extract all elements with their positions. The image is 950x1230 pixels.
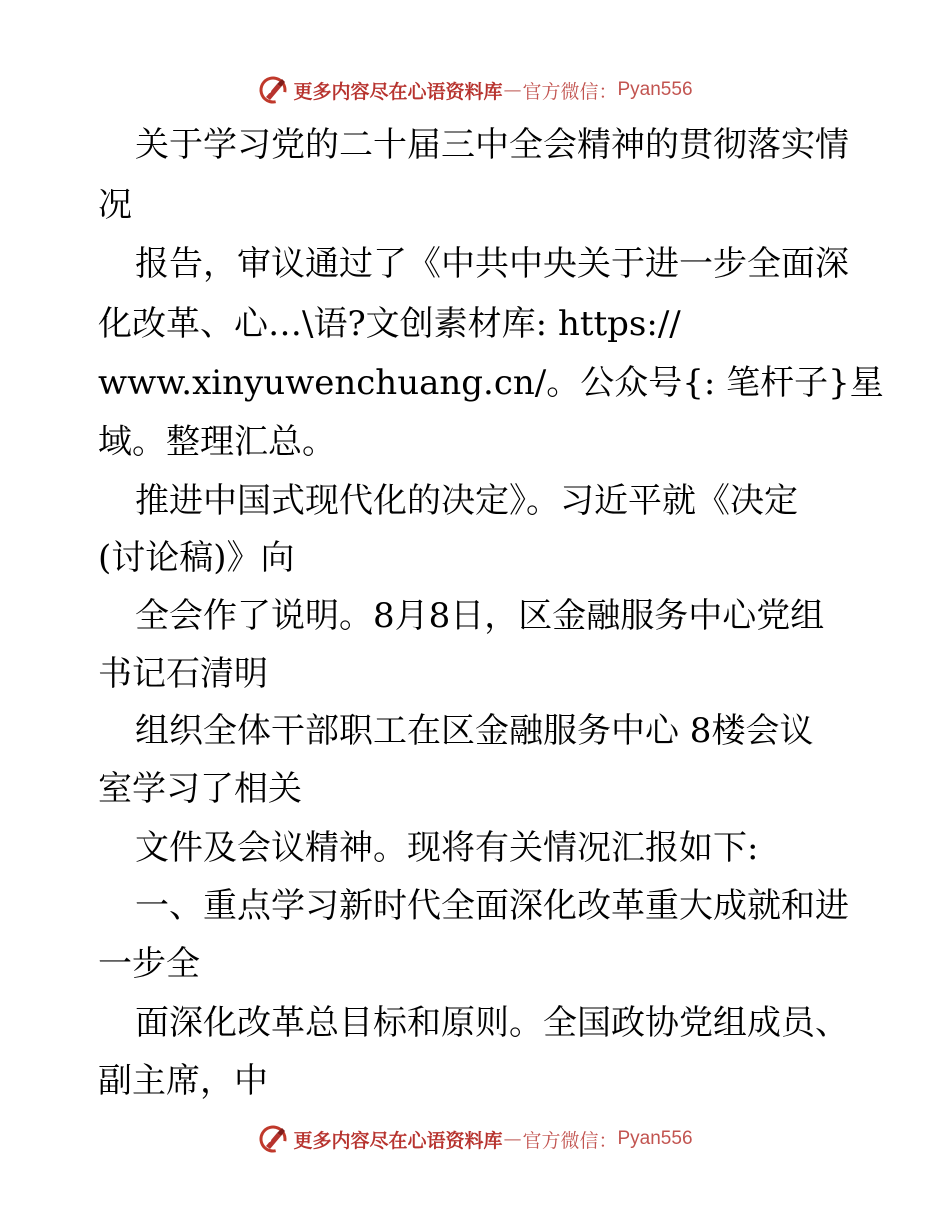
text-line: 全会作了说明。8月8日，区金融服务中心党组 xyxy=(135,596,825,636)
header-watermark-banner xyxy=(0,70,950,110)
banner-dash: — xyxy=(503,79,522,101)
banner-dash: — xyxy=(503,1128,522,1150)
text-line: 一、重点学习新时代全面深化改革重大成就和进 xyxy=(135,886,849,926)
text-line: 副主席，中 xyxy=(98,1061,268,1101)
brush-pen-logo-icon xyxy=(257,74,289,106)
text-line: 报告，审议通过了《中共中央关于进一步全面深 xyxy=(135,244,849,284)
banner-wechat-id: Pyan556 xyxy=(617,1128,693,1149)
text-line: 关于学习党的二十届三中全会精神的贯彻落实情 xyxy=(135,125,849,165)
text-line: www.xinyuwenchuang.cn/。公众号{: 笔杆子}星 xyxy=(98,363,884,403)
text-line: (讨论稿)》向 xyxy=(98,538,295,578)
banner-main-text: 更多内容尽在心语资料库 xyxy=(293,80,503,103)
text-line: 推进中国式现代化的决定》。习近平就《决定 xyxy=(135,481,798,521)
brush-pen-logo-icon xyxy=(257,1123,289,1155)
banner-wechat-id: Pyan556 xyxy=(617,79,693,100)
text-line: 况 xyxy=(98,185,132,225)
banner-wechat-label: 官方微信： xyxy=(522,1129,618,1152)
banner-wechat-label: 官方微信： xyxy=(522,80,618,103)
text-line: 室学习了相关 xyxy=(98,769,302,809)
banner-main-text: 更多内容尽在心语资料库 xyxy=(293,1129,503,1152)
text-line: 面深化改革总目标和原则。全国政协党组成员、 xyxy=(135,1003,849,1043)
text-line: 域。整理汇总。 xyxy=(98,422,336,462)
footer-watermark-banner xyxy=(0,1119,950,1159)
text-line: 书记石清明 xyxy=(98,654,268,694)
text-line: 文件及会议精神。现将有关情况汇报如下: xyxy=(135,828,759,868)
text-line: 组织全体干部职工在区金融服务中心 8楼会议 xyxy=(135,711,814,751)
text-line: 一步全 xyxy=(98,944,200,984)
text-line: 化改革、心…\语?文创素材库: https:// xyxy=(98,304,681,344)
